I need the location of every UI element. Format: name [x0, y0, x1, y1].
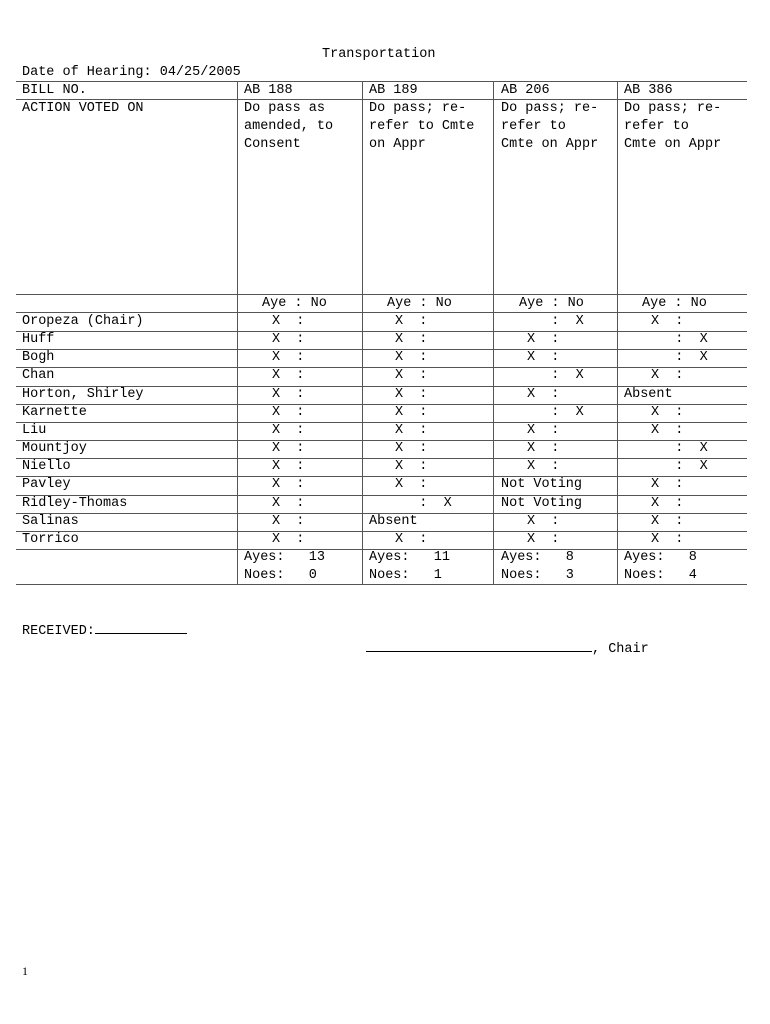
action-line: refer to Cmte [369, 119, 475, 134]
vote-cell: X : [651, 514, 684, 529]
vote-cell: X : [272, 459, 305, 474]
action-line: on Appr [369, 137, 426, 152]
received-label: RECEIVED: [22, 624, 95, 639]
ayes-total: Ayes: 13 [244, 550, 326, 565]
member-row-rule [16, 404, 747, 405]
vote-cell: X : [272, 441, 305, 456]
member-row-rule [16, 367, 747, 368]
action-line: Do pass as [244, 101, 326, 116]
member-name: Ridley-Thomas [22, 496, 128, 511]
vote-cell: X : [651, 314, 684, 329]
vote-cell: X : [527, 514, 560, 529]
action-line: Cmte on Appr [501, 137, 599, 152]
chair-label: , Chair [592, 642, 649, 657]
vote-cell: X : [527, 423, 560, 438]
ayes-total: Ayes: 8 [501, 550, 574, 565]
noes-total: Noes: 3 [501, 568, 574, 583]
vote-cell: X : [527, 459, 560, 474]
action-line: Consent [244, 137, 301, 152]
member-name: Mountjoy [22, 441, 87, 456]
table-col-rule-4 [617, 81, 618, 584]
vote-cell: X : [395, 477, 428, 492]
chair-signature-blank [366, 638, 592, 652]
vote-cell: Not Voting [501, 496, 583, 511]
vote-cell: X : [395, 368, 428, 383]
vote-cell: X : [272, 423, 305, 438]
bill-number: AB 189 [369, 83, 418, 98]
member-name: Huff [22, 332, 55, 347]
aye-no-header: Aye : No [262, 296, 327, 311]
table-col-rule-1 [237, 81, 238, 584]
member-name: Oropeza (Chair) [22, 314, 144, 329]
vote-cell: Absent [369, 514, 418, 529]
vote-cell: X : [651, 496, 684, 511]
vote-cell: X : [395, 350, 428, 365]
vote-cell: X : [395, 405, 428, 420]
vote-cell: X : [651, 368, 684, 383]
member-row-rule [16, 440, 747, 441]
action-line: refer to [501, 119, 566, 134]
vote-cell: X : [395, 387, 428, 402]
bill-number: AB 188 [244, 83, 293, 98]
member-name: Torrico [22, 532, 79, 547]
member-row-rule [16, 476, 747, 477]
vote-cell: : X [651, 441, 708, 456]
action-line: Cmte on Appr [624, 137, 722, 152]
vote-cell: X : [272, 332, 305, 347]
vote-cell: X : [527, 441, 560, 456]
member-row-rule [16, 331, 747, 332]
vote-cell: : X [395, 496, 452, 511]
member-name: Chan [22, 368, 55, 383]
ayes-total: Ayes: 11 [369, 550, 451, 565]
action-line: Do pass; re- [369, 101, 467, 116]
bill-no-label: BILL NO. [22, 83, 87, 98]
table-col-rule-3 [493, 81, 494, 584]
received-line [22, 620, 187, 641]
action-line: Do pass; re- [624, 101, 722, 116]
action-line: Do pass; re- [501, 101, 599, 116]
action-line: refer to [624, 119, 689, 134]
received-blank [95, 620, 187, 634]
member-row-rule [16, 458, 747, 459]
aye-no-header: Aye : No [642, 296, 707, 311]
vote-cell: X : [272, 405, 305, 420]
vote-cell: : X [651, 332, 708, 347]
page-number: 1 [22, 964, 28, 978]
document-title: Transportation [322, 47, 436, 62]
vote-cell: X : [395, 459, 428, 474]
bill-number: AB 206 [501, 83, 550, 98]
member-name: Pavley [22, 477, 71, 492]
ayes-total: Ayes: 8 [624, 550, 697, 565]
action-line: amended, to [244, 119, 334, 134]
member-name: Salinas [22, 514, 79, 529]
vote-cell: X : [395, 332, 428, 347]
noes-total: Noes: 4 [624, 568, 697, 583]
member-name: Karnette [22, 405, 87, 420]
vote-cell: X : [395, 441, 428, 456]
vote-cell: X : [272, 387, 305, 402]
vote-cell: X : [527, 332, 560, 347]
vote-cell: X : [527, 350, 560, 365]
table-rule-action [16, 294, 747, 295]
vote-cell: X : [651, 405, 684, 420]
vote-cell: X : [272, 314, 305, 329]
action-label: ACTION VOTED ON [22, 101, 144, 116]
table-col-rule-2 [362, 81, 363, 584]
vote-cell: X : [651, 532, 684, 547]
bill-number: AB 386 [624, 83, 673, 98]
member-name: Horton, Shirley [22, 387, 144, 402]
member-row-rule [16, 531, 747, 532]
vote-cell: : X [527, 405, 584, 420]
vote-cell: X : [272, 514, 305, 529]
member-row-rule [16, 422, 747, 423]
vote-cell: X : [272, 350, 305, 365]
vote-cell: X : [272, 496, 305, 511]
vote-cell: X : [651, 477, 684, 492]
member-name: Bogh [22, 350, 55, 365]
vote-cell: Absent [624, 387, 673, 402]
vote-cell: Not Voting [501, 477, 583, 492]
vote-cell: X : [395, 314, 428, 329]
vote-cell: : X [527, 368, 584, 383]
vote-cell: X : [272, 532, 305, 547]
vote-cell: : X [527, 314, 584, 329]
vote-cell: X : [272, 368, 305, 383]
aye-no-header: Aye : No [519, 296, 584, 311]
noes-total: Noes: 0 [244, 568, 317, 583]
vote-cell: X : [527, 387, 560, 402]
noes-total: Noes: 1 [369, 568, 442, 583]
vote-cell: : X [651, 350, 708, 365]
member-name: Niello [22, 459, 71, 474]
member-name: Liu [22, 423, 47, 438]
vote-cell: X : [272, 477, 305, 492]
vote-cell: X : [651, 423, 684, 438]
vote-cell: : X [651, 459, 708, 474]
member-row-rule [16, 349, 747, 350]
aye-no-header: Aye : No [387, 296, 452, 311]
hearing-date: Date of Hearing: 04/25/2005 [22, 65, 241, 80]
vote-cell: X : [395, 423, 428, 438]
vote-cell: X : [395, 532, 428, 547]
vote-cell: X : [527, 532, 560, 547]
chair-signature-line [366, 638, 649, 659]
